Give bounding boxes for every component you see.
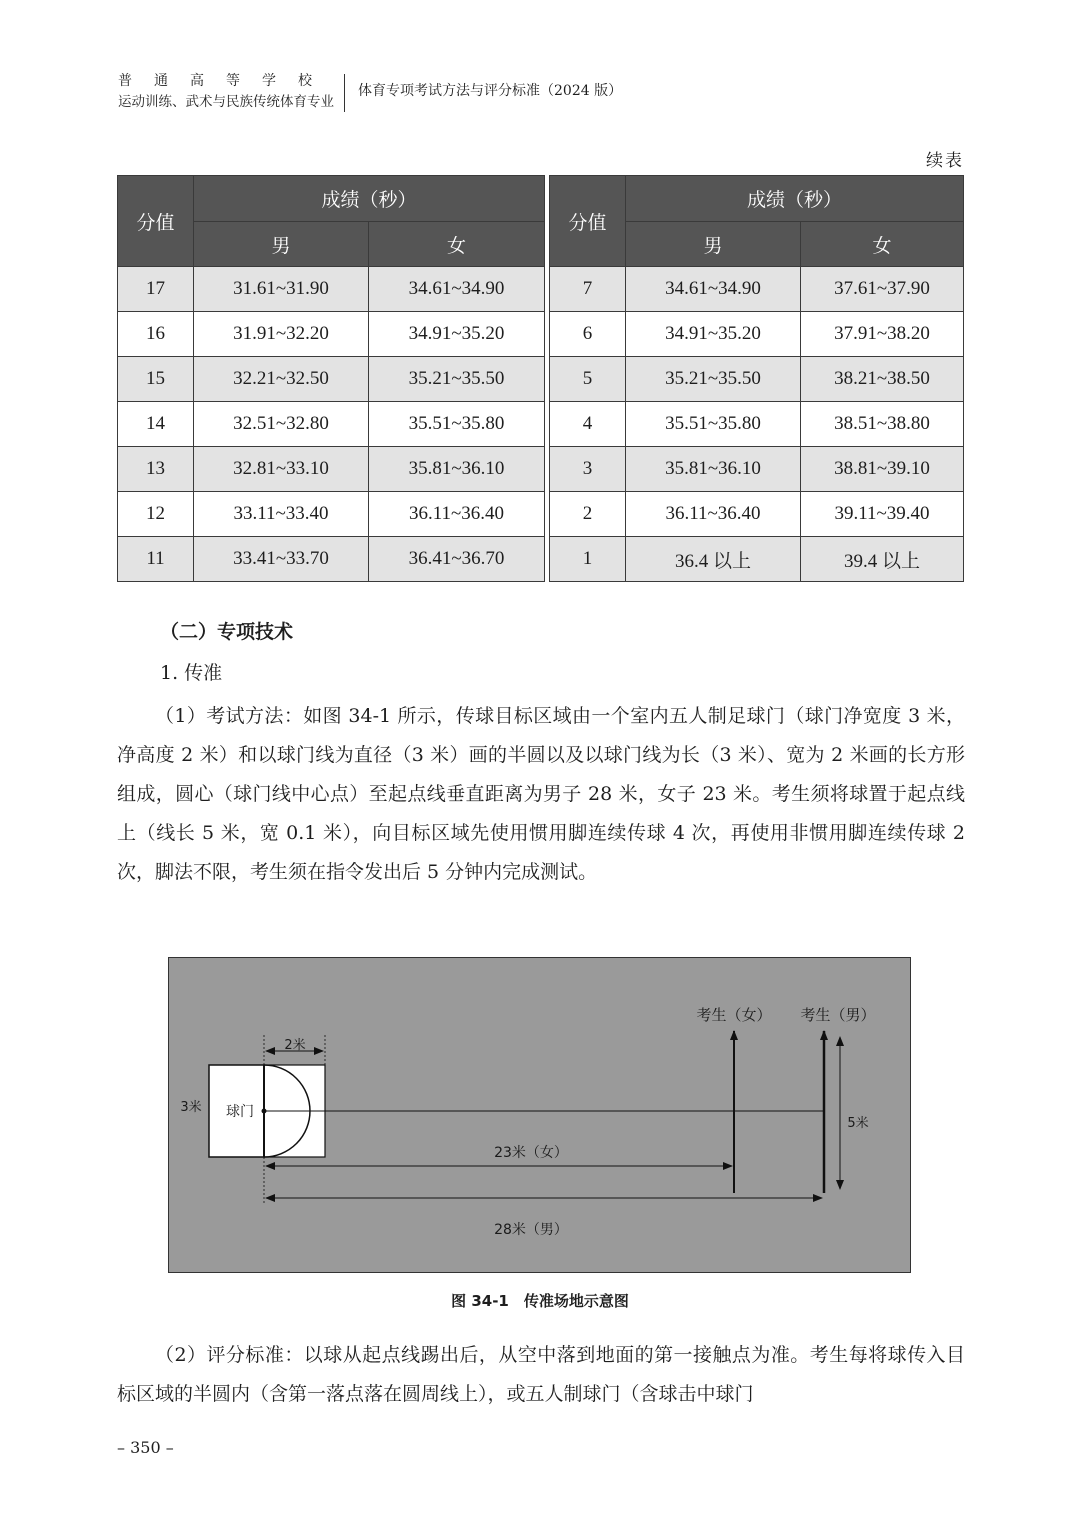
female-time-cell: 36.11~36.40 xyxy=(369,492,545,537)
female-time-cell: 36.41~36.70 xyxy=(369,537,545,582)
header-result: 成绩（秒） xyxy=(626,176,964,222)
male-time-cell: 36.4 以上 xyxy=(626,537,801,582)
label-goal: 球门 xyxy=(226,1104,254,1120)
female-time-cell: 38.51~38.80 xyxy=(801,402,964,447)
table-row xyxy=(550,402,964,447)
paragraph-test-method: （1）考试方法：如图 34-1 所示，传球目标区域由一个室内五人制足球门（球门净宽度 3 米，净高度 2 米）和以球门线为直径（3 米）画的半圆以及以球门线为长（3 米）、宽为 2 米画的长方形组成，圆心（球门线中心点）至起点线垂直距离为男子 28 米，女子 23 米。考生须将球置于起点线上（线长 5 米，宽 0.1 米），向目标区域先使用惯用脚连续传球 4 次，再使用非惯用脚连续传球 2 次，脚法不限，考生须在指令发出后 5 分钟内完成测试。 xyxy=(117,705,965,883)
table-row xyxy=(550,492,964,537)
table-row xyxy=(550,312,964,357)
header-major: 运动训练、武术与民族传统体育专业 xyxy=(118,94,334,110)
male-time-cell: 33.41~33.70 xyxy=(194,537,369,582)
score-cell: 14 xyxy=(118,402,194,447)
label-23m: 23米（女） xyxy=(494,1145,568,1161)
score-cell: 11 xyxy=(118,537,194,582)
table-row xyxy=(118,537,545,582)
female-time-cell: 34.91~35.20 xyxy=(369,312,545,357)
score-cell: 1 xyxy=(550,537,626,582)
label-male-candidate: 考生（男） xyxy=(800,1006,876,1024)
subsection-title: 1. 传准 xyxy=(160,662,223,684)
header-female: 女 xyxy=(801,222,964,267)
score-cell: 5 xyxy=(550,357,626,402)
table-row xyxy=(118,447,545,492)
table-row xyxy=(550,447,964,492)
header-book-title: 体育专项考试方法与评分标准（2024 版） xyxy=(358,83,623,99)
table-row xyxy=(550,357,964,402)
header-female: 女 xyxy=(369,222,545,267)
score-cell: 6 xyxy=(550,312,626,357)
female-time-cell: 38.21~38.50 xyxy=(801,357,964,402)
female-time-cell: 35.21~35.50 xyxy=(369,357,545,402)
table-row xyxy=(118,402,545,447)
header-male: 男 xyxy=(194,222,369,267)
male-time-cell: 33.11~33.40 xyxy=(194,492,369,537)
running-header xyxy=(118,70,978,116)
male-time-cell: 32.21~32.50 xyxy=(194,357,369,402)
score-cell: 12 xyxy=(118,492,194,537)
female-time-cell: 34.61~34.90 xyxy=(369,267,545,312)
header-result: 成绩（秒） xyxy=(194,176,545,222)
header-left xyxy=(118,70,338,112)
score-cell: 15 xyxy=(118,357,194,402)
female-time-cell: 35.81~36.10 xyxy=(369,447,545,492)
header-school: 普通高等学校 xyxy=(118,73,334,89)
score-cell: 16 xyxy=(118,312,194,357)
table-row xyxy=(118,492,545,537)
page-number: – 350 – xyxy=(117,1438,174,1457)
field-diagram xyxy=(168,957,911,1273)
header-divider xyxy=(344,74,345,112)
label-28m: 28米（男） xyxy=(494,1222,568,1238)
paragraph-scoring: （2）评分标准：以球从起点线踢出后，从空中落到地面的第一接触点为准。考生每将球传入目标区域的半圆内（含第一落点落在圆周线上），或五人制球门（含球击中球门 xyxy=(117,1344,965,1405)
score-cell: 17 xyxy=(118,267,194,312)
table-row xyxy=(118,267,545,312)
score-cell: 13 xyxy=(118,447,194,492)
section-title: （二）专项技术 xyxy=(160,621,294,643)
female-time-cell: 38.81~39.10 xyxy=(801,447,964,492)
female-time-cell: 35.51~35.80 xyxy=(369,402,545,447)
table-row xyxy=(118,312,545,357)
female-time-cell: 37.91~38.20 xyxy=(801,312,964,357)
header-male: 男 xyxy=(626,222,801,267)
label-5m: 5米 xyxy=(847,1116,869,1131)
male-time-cell: 35.81~36.10 xyxy=(626,447,801,492)
table-row xyxy=(550,267,964,312)
male-time-cell: 32.51~32.80 xyxy=(194,402,369,447)
female-time-cell: 39.11~39.40 xyxy=(801,492,964,537)
score-cell: 4 xyxy=(550,402,626,447)
score-table-left xyxy=(117,175,545,582)
female-time-cell: 39.4 以上 xyxy=(801,537,964,582)
male-time-cell: 35.21~35.50 xyxy=(626,357,801,402)
table-row xyxy=(550,537,964,582)
score-cell: 3 xyxy=(550,447,626,492)
label-2m: 2米 xyxy=(284,1038,306,1053)
score-cell: 2 xyxy=(550,492,626,537)
header-score: 分值 xyxy=(550,176,626,267)
score-table-right xyxy=(549,175,964,582)
male-time-cell: 34.91~35.20 xyxy=(626,312,801,357)
label-3m: 3米 xyxy=(180,1100,202,1115)
male-time-cell: 31.91~32.20 xyxy=(194,312,369,357)
header-score: 分值 xyxy=(118,176,194,267)
label-female-candidate: 考生（女） xyxy=(696,1006,772,1024)
male-time-cell: 34.61~34.90 xyxy=(626,267,801,312)
continued-table-label: 续表 xyxy=(926,151,964,171)
male-time-cell: 31.61~31.90 xyxy=(194,267,369,312)
table-row xyxy=(118,357,545,402)
female-time-cell: 37.61~37.90 xyxy=(801,267,964,312)
score-cell: 7 xyxy=(550,267,626,312)
male-time-cell: 36.11~36.40 xyxy=(626,492,801,537)
male-time-cell: 35.51~35.80 xyxy=(626,402,801,447)
figure-caption: 图 34-1 传准场地示意图 xyxy=(451,1292,629,1310)
male-time-cell: 32.81~33.10 xyxy=(194,447,369,492)
